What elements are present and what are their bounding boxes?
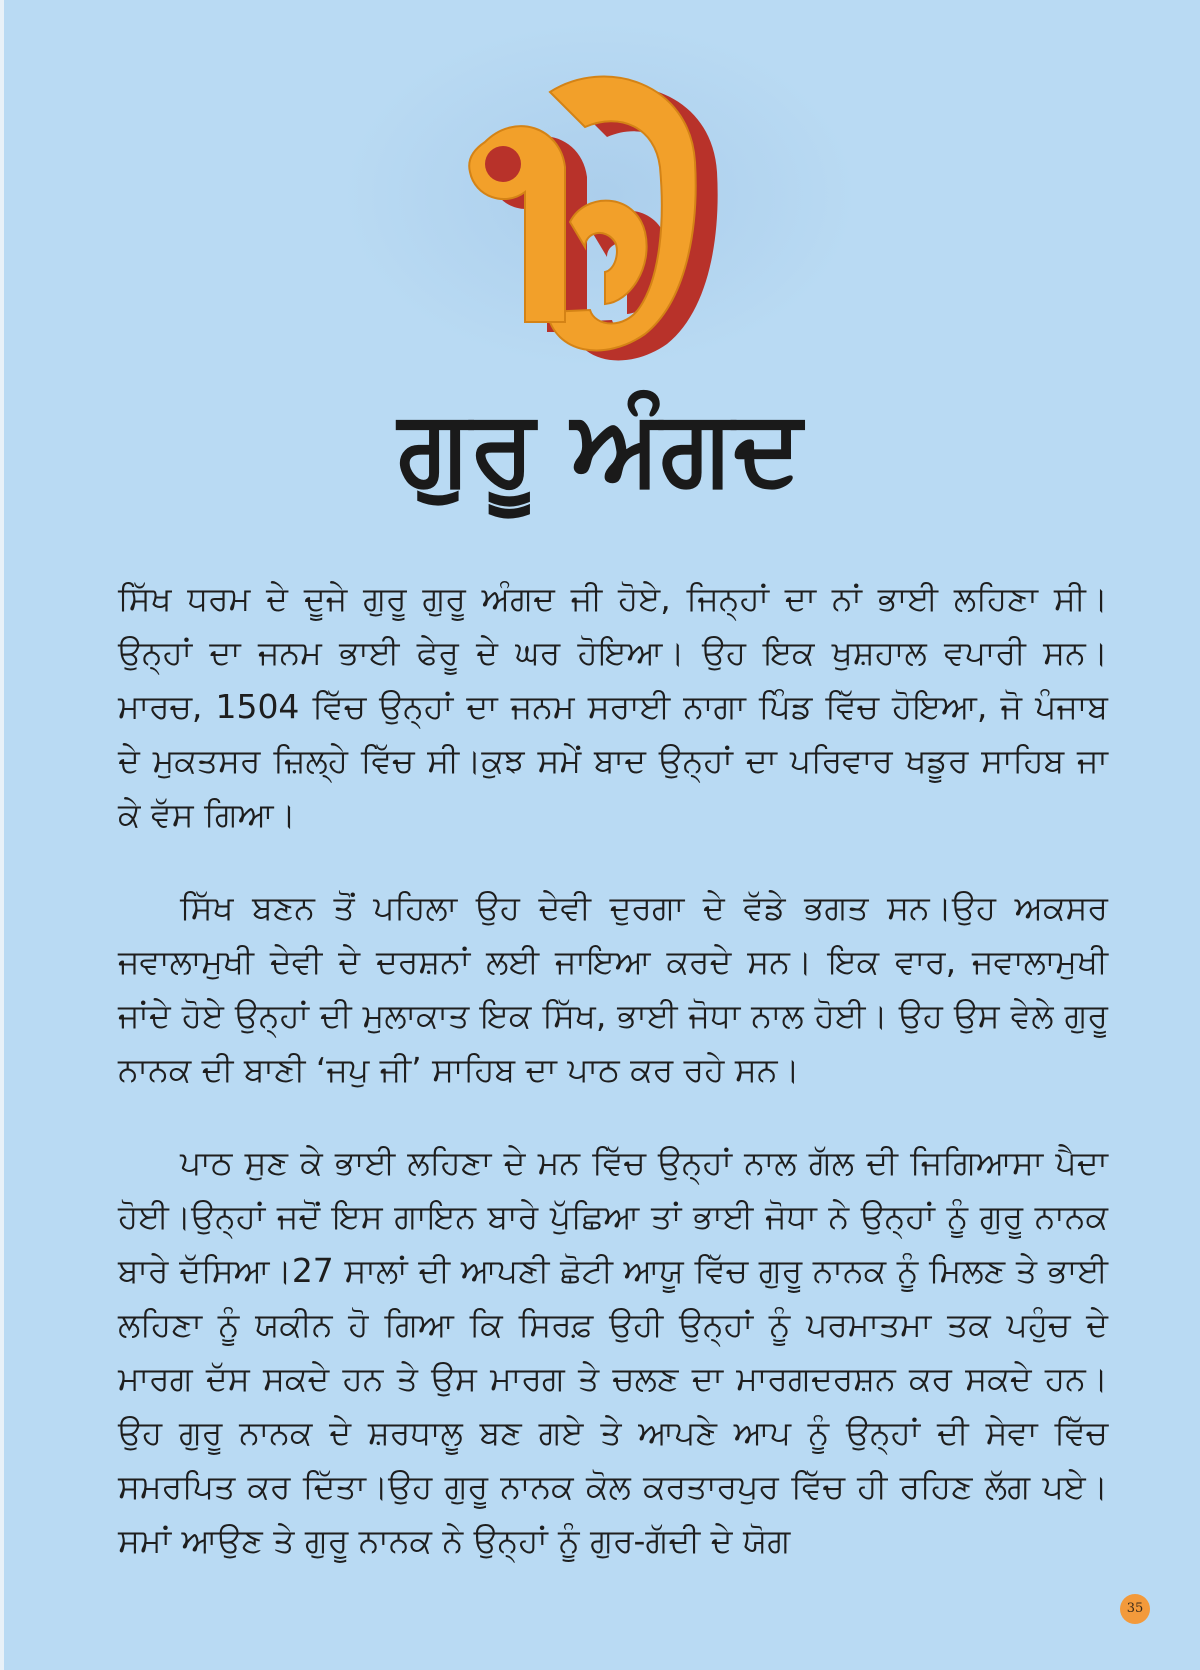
page-title: ਗੁਰੂ ਅੰਗਦ — [398, 386, 802, 508]
article-body — [118, 572, 1108, 1607]
page-number-badge: 35 — [1120, 1594, 1150, 1624]
page-edge — [0, 0, 4, 1670]
paragraph-2: ਸਿੱਖ ਬਣਨ ਤੋਂ ਪਹਿਲਾ ਉਹ ਦੇਵੀ ਦੁਰਗਾ ਦੇ ਵੱਡੇ ਭਗਤ ਸਨ।ਉਹ ਅਕਸਰ ਜਵਾਲਾਮੁਖੀ ਦੇਵੀ ਦੇ ਦਰਸ਼ਨਾਂ ਲਈ ਜਾਇਆ ਕਰਦੇ ਸਨ। ਇਕ ਵਾਰ, ਜਵਾਲਾਮੁਖੀ ਜਾਂਦੇ ਹੋਏ ਉਨ੍ਹਾਂ ਦੀ ਮੁਲਾਕਾਤ ਇਕ ਸਿੱਖ, ਭਾਈ ਜੋਧਾ ਨਾਲ ਹੋਈ। ਉਹ ਉਸ ਵੇਲੇ ਗੁਰੂ ਨਾਨਕ ਦੀ ਬਾਣੀ ‘ਜਪੁ ਜੀ’ ਸਾਹਿਬ ਦਾ ਪਾਠ ਕਰ ਰਹੇ ਸਨ। — [118, 888, 1108, 1089]
paragraph-3: ਪਾਠ ਸੁਣ ਕੇ ਭਾਈ ਲਹਿਣਾ ਦੇ ਮਨ ਵਿੱਚ ਉਨ੍ਹਾਂ ਨਾਲ ਗੱਲ ਦੀ ਜਿਗਿਆਸਾ ਪੈਦਾ ਹੋਈ।ਉਨ੍ਹਾਂ ਜਦੋਂ ਇਸ ਗਾਇਨ ਬਾਰੇ ਪੁੱਛਿਆ ਤਾਂ ਭਾਈ ਜੋਧਾ ਨੇ ਉਨ੍ਹਾਂ ਨੂੰ ਗੁਰੂ ਨਾਨਕ ਬਾਰੇ ਦੱਸਿਆ।27 ਸਾਲਾਂ ਦੀ ਆਪਣੀ ਛੋਟੀ ਆਯੂ ਵਿੱਚ ਗੁਰੂ ਨਾਨਕ ਨੂੰ ਮਿਲਣ ਤੇ ਭਾਈ ਲਹਿਣਾ ਨੂੰ ਯਕੀਨ ਹੋ ਗਿਆ ਕਿ ਸਿਰਫ਼ ਉਹੀ ਉਨ੍ਹਾਂ ਨੂੰ ਪਰਮਾਤਮਾ ਤਕ ਪਹੁੰਚ ਦੇ ਮਾਰਗ ਦੱਸ ਸਕਦੇ ਹਨ ਤੇ ਉਸ ਮਾਰਗ ਤੇ ਚਲਣ ਦਾ ਮਾਰਗਦਰਸ਼ਨ ਕਰ ਸਕਦੇ ਹਨ।ਉਹ ਗੁਰੂ ਨਾਨਕ ਦੇ ਸ਼ਰਧਾਲੂ ਬਣ ਗਏ ਤੇ ਆਪਣੇ ਆਪ ਨੂੰ ਉਨ੍ਹਾਂ ਦੀ ਸੇਵਾ ਵਿੱਚ ਸਮਰਪਿਤ ਕਰ ਦਿੱਤਾ।ਉਹ ਗੁਰੂ ਨਾਨਕ ਕੋਲ ਕਰਤਾਰਪੁਰ ਵਿੱਚ ਹੀ ਰਹਿਣ ਲੱਗ ਪਏ।ਸਮਾਂ ਆਉਣ ਤੇ ਗੁਰੂ ਨਾਨਕ ਨੇ ਉਨ੍ਹਾਂ ਨੂੰ ਗੁਰ-ਗੱਦੀ ਦੇ ਯੋਗ — [118, 1143, 1109, 1560]
paragraph-1: ਸਿੱਖ ਧਰਮ ਦੇ ਦੂਜੇ ਗੁਰੂ ਗੁਰੂ ਅੰਗਦ ਜੀ ਹੋਏ, ਜਿਨ੍ਹਾਂ ਦਾ ਨਾਂ ਭਾਈ ਲਹਿਣਾ ਸੀ। ਉਨ੍ਹਾਂ ਦਾ ਜਨਮ ਭਾਈ ਫੇਰੂ ਦੇ ਘਰ ਹੋਇਆ। ਉਹ ਇਕ ਖੁਸ਼ਹਾਲ ਵਪਾਰੀ ਸਨ।ਮਾਰਚ, 1504 ਵਿੱਚ ਉਨ੍ਹਾਂ ਦਾ ਜਨਮ ਸਰਾਈ ਨਾਗਾ ਪਿੰਡ ਵਿੱਚ ਹੋਇਆ, ਜੋ ਪੰਜਾਬ ਦੇ ਮੁਕਤਸਰ ਜ਼ਿਲ੍ਹੇ ਵਿੱਚ ਸੀ।ਕੁਝ ਸਮੇਂ ਬਾਦ ਉਨ੍ਹਾਂ ਦਾ ਪਰਿਵਾਰ ਖਡੂਰ ਸਾਹਿਬ ਜਾ ਕੇ ਵੱਸ ਗਿਆ। — [118, 579, 1108, 834]
ek-onkar-icon — [455, 72, 755, 362]
